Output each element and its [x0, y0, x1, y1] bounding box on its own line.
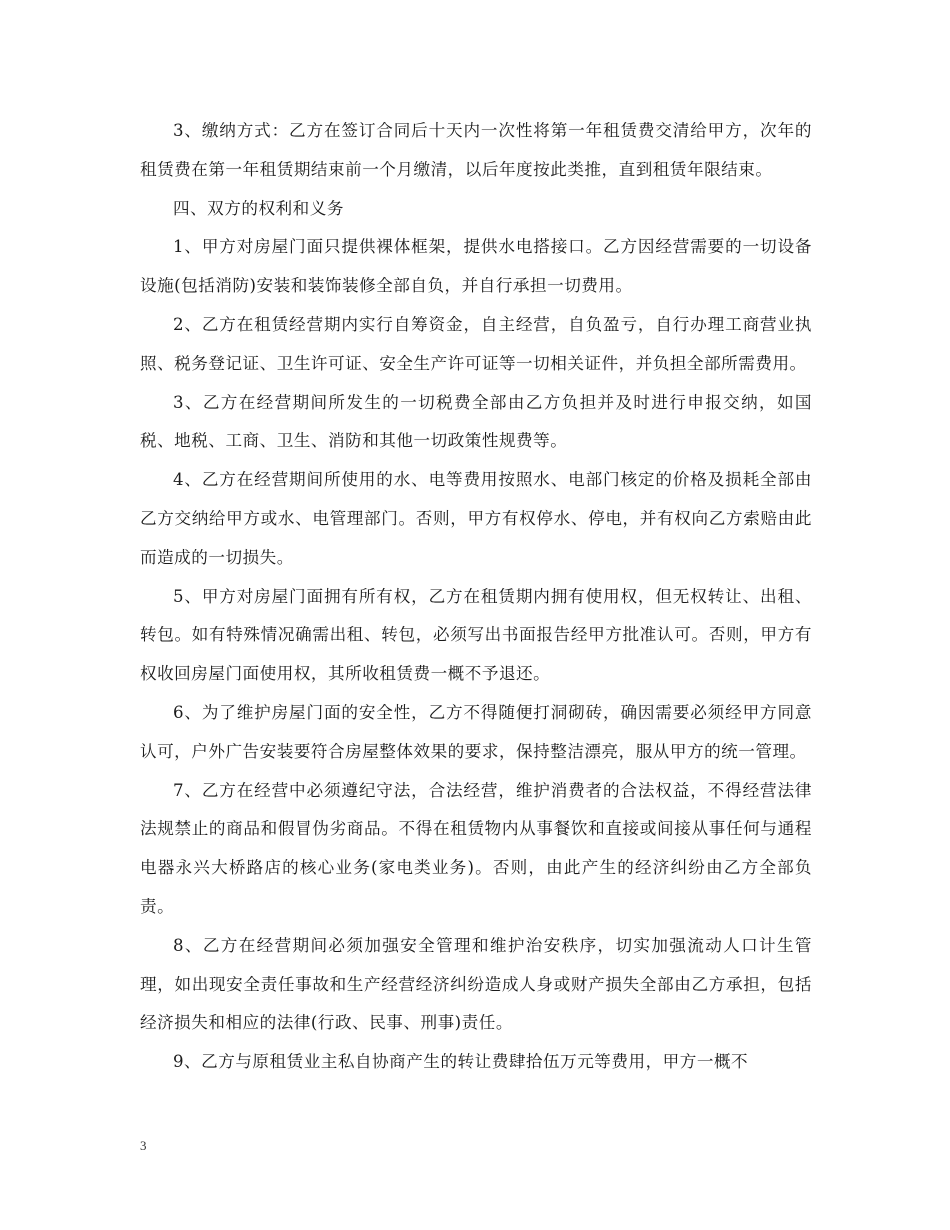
paragraph-clause-3: 3、乙方在经营期间所发生的一切税费全部由乙方负担并及时进行申报交纳，如国税、地税、工商、卫生、消防和其他一切政策性规费等。: [140, 392, 812, 451]
section-heading-rights-obligations: 四、双方的权利和义务: [173, 198, 344, 218]
page-number: 3: [140, 1138, 147, 1153]
paragraph-clause-5: 5、甲方对房屋门面拥有所有权，乙方在租赁期内拥有使用权，但无权转让、出租、转包。如有特殊情况确需出租、转包，必须写出书面报告经甲方批准认可。否则，甲方有权收回房屋门面使用权，其所收租赁费一概不予退还。: [140, 586, 812, 684]
paragraph-clause-2: 2、乙方在租赁经营期内实行自筹资金，自主经营，自负盈亏，自行办理工商营业执照、税务登记证、卫生许可证、安全生产许可证等一切相关证件，并负担全部所需费用。: [140, 314, 812, 373]
document-body: [140, 112, 812, 1082]
paragraph-clause-1: 1、甲方对房屋门面只提供裸体框架，提供水电搭接口。乙方因经营需要的一切设备设施(包括消防)安装和装饰装修全部自负，并自行承担一切费用。: [140, 237, 812, 296]
paragraph-payment-method: 3、缴纳方式：乙方在签订合同后十天内一次性将第一年租赁费交清给甲方，次年的租赁费在第一年租赁期结束前一个月缴清，以后年度按此类推，直到租赁年限结束。: [140, 121, 812, 179]
paragraph-clause-7: 7、乙方在经营中必须遵纪守法，合法经营，维护消费者的合法权益，不得经营法律法规禁止的商品和假冒伪劣商品。不得在租赁物内从事餐饮和直接或间接从事任何与通程电器永兴大桥路店的核心业务(家电类业务)。否则，由此产生的经济纠纷由乙方全部负责。: [140, 780, 812, 916]
paragraph-clause-6: 6、为了维护房屋门面的安全性，乙方不得随便打洞砌砖，确因需要必须经甲方同意认可，户外广告安装要符合房屋整体效果的要求，保持整洁漂亮，服从甲方的统一管理。: [140, 702, 812, 761]
paragraph-clause-9: 9、乙方与原租赁业主私自协商产生的转让费肆拾伍万元等费用，甲方一概不: [173, 1052, 749, 1072]
paragraph-clause-4: 4、乙方在经营期间所使用的水、电等费用按照水、电部门核定的价格及损耗全部由乙方交纳给甲方或水、电管理部门。否则，甲方有权停水、停电，并有权向乙方索赔由此而造成的一切损失。: [140, 470, 812, 567]
paragraph-clause-8: 8、乙方在经营期间必须加强安全管理和维护治安秩序，切实加强流动人口计生管理，如出现安全责任事故和生产经营经济纠纷造成人身或财产损失全部由乙方承担，包括经济损失和相应的法律(行政、民事、刑事)责任。: [140, 935, 812, 1033]
